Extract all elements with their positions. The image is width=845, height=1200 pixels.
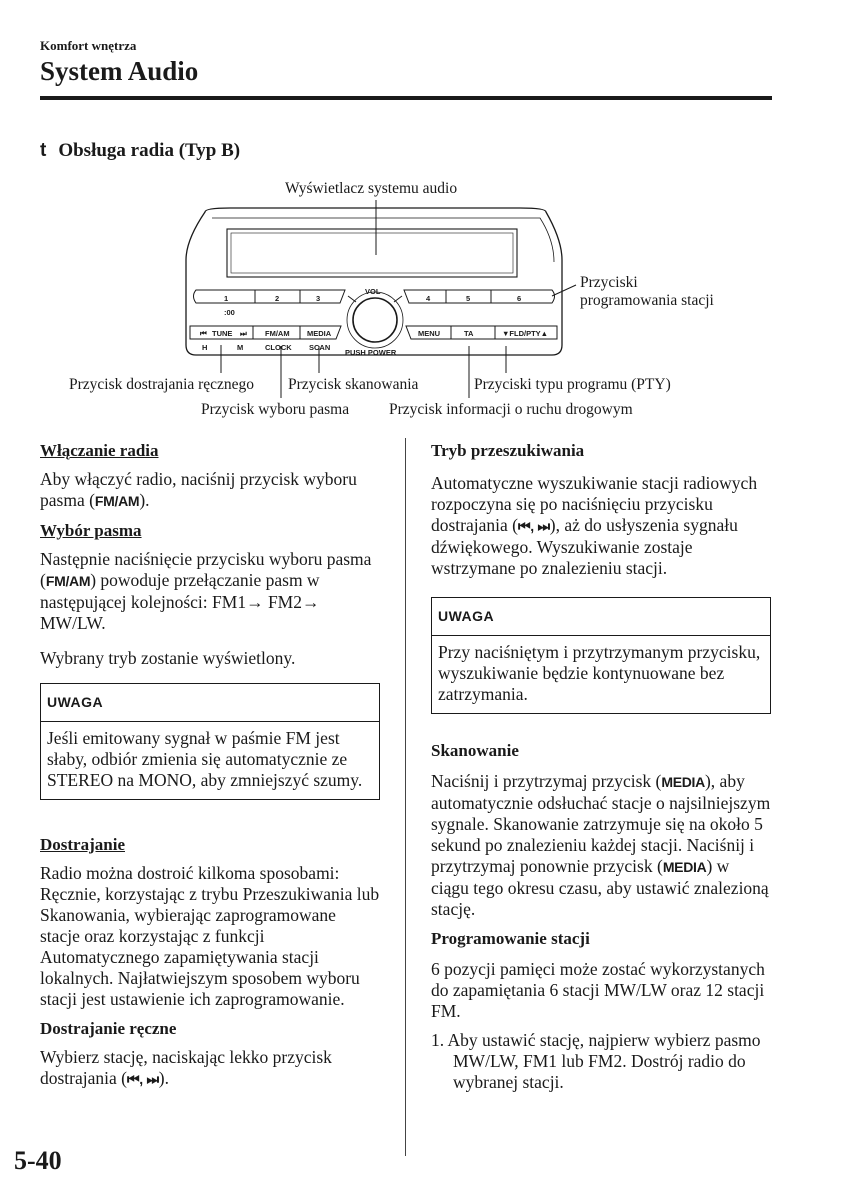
menu-label: MENU (418, 329, 441, 338)
tuning-button-ref: ⏮, ⏭ (126, 1071, 159, 1087)
note-title: UWAGA (432, 598, 770, 636)
note-body: Jeśli emitowany sygnał w paśmie FM jest słaby, odbiór zmienia się automatycznie ze STEREO na MONO, aby zmniejszyć szumy. (47, 728, 363, 790)
media-button-ref: MEDIA (661, 774, 705, 790)
media-label: MEDIA (307, 329, 332, 338)
left-column (40, 440, 380, 1104)
m-label: M (237, 343, 244, 352)
preset-1-label: 1 (224, 294, 229, 303)
heading-tuning: Dostrajanie (40, 835, 125, 854)
bullet-marker: t (40, 140, 47, 161)
heading-band-select: Wybór pasma (40, 521, 142, 540)
caption-display: Wyświetlacz systemu audio (285, 180, 458, 197)
h-label: H (202, 343, 208, 352)
page-number: 5-40 (14, 1146, 62, 1175)
preset-3-label: 3 (316, 294, 321, 303)
scan-label: SCAN (309, 343, 331, 352)
fld-pty-label: ▼FLD/PTY▲ (502, 329, 549, 338)
heading-seek-mode: Tryb przeszukiwania (431, 441, 585, 460)
caption-pty: Przyciski typu programu (PTY) (474, 376, 671, 393)
page-title: System Audio (40, 56, 199, 86)
paragraph-manual-tuning: Wybierz stację, naciskając lekko przycisk dostrajania (⏮, ⏭). (40, 1047, 332, 1088)
preset-2-label: 2 (275, 294, 280, 303)
heading-power-on: Włączanie radia (40, 441, 159, 460)
paragraph-station-presets: 6 pozycji pamięci może zostać wykorzystanych do zapamiętania 6 stacji MW/LW oraz 12 stacji FM. (431, 959, 765, 1021)
paragraph-band-select: Następnie naciśnięcie przycisku wyboru pasma (FM/AM) powoduje przełączanie pasm w następującej kolejności: FM1→ FM2→ MW/LW. (40, 549, 372, 633)
display-window (227, 229, 517, 277)
tuning-button-ref: ⏮, ⏭ (517, 518, 550, 534)
tune-next-glyph: ⏭ (240, 329, 247, 338)
note-box-fm (40, 683, 380, 800)
heading-manual-tuning: Dostrajanie ręczne (40, 1019, 177, 1038)
preset-1-sub-label: :00 (224, 308, 235, 317)
list-item: 1. Aby ustawić stację, najpierw wybierz pasmo MW/LW, FM1 lub FM2. Dostrój radio do wybranej stacji. (431, 1030, 761, 1092)
tune-prev-glyph: ⏮ (200, 329, 207, 338)
preset-5-label: 5 (466, 294, 471, 303)
section-label: Komfort wnętrza (40, 38, 137, 53)
right-column (431, 440, 771, 1093)
subsection-heading-text: Obsługa radia (Typ B) (58, 140, 241, 161)
fmam-label: FM/AM (265, 329, 290, 338)
push-power-label: PUSH POWER (345, 348, 397, 357)
preset-6-label: 6 (517, 294, 522, 303)
note-body: Przy naciśniętym i przytrzymanym przycisku, wyszukiwanie będzie kontynuowane bez zatrzymania. (438, 642, 761, 704)
vol-label: VOL (365, 287, 381, 296)
preset-steps-list (431, 1030, 771, 1093)
paragraph-tuning: Radio można dostroić kilkoma sposobami: Ręcznie, korzystając z trybu Przeszukiwania lub Skanowania, wybierając zaprogramowane stacje oraz korzystając z funkcji Automatycznego zapamiętywania stacji lokalnych. Najłatwiejszym sposobem wyboru stacji jest ustawienie ich zaprogramowanie. (40, 863, 380, 1009)
caption-traffic: Przycisk informacji o ruchu drogowym (389, 401, 633, 418)
caption-presets-line2: programowania stacji (580, 292, 714, 309)
paragraph-scan: Naciśnij i przytrzymaj przycisk (MEDIA), aby automatycznie odsłuchać stacje o najsilniejszym sygnale. Skanowanie zatrzymuje się na około 5 sekund po znalezieniu każdej stacji. Naciśnij i przytrzymaj ponownie przycisk (MEDIA) w ciągu tego okresu czasu, aby ustawić znalezioną stację. (431, 771, 771, 919)
ta-label: TA (464, 329, 474, 338)
clock-label: CLOCK (265, 343, 292, 352)
preset-bar-left (194, 290, 346, 303)
fmam-button-ref: FM/AM (94, 493, 140, 509)
caption-presets-line1: Przyciski (580, 274, 638, 291)
heading-scan: Skanowanie (431, 741, 519, 760)
note-box-seek (431, 597, 771, 714)
paragraph-seek-mode: Automatyczne wyszukiwanie stacji radiowych rozpoczyna się po naciśnięciu przycisku dostrajania (⏮, ⏭), aż do usłyszenia sygnału dźwiękowego. Wyszukiwanie zostaje wstrzymane po znalezieniu stacji. (431, 473, 758, 578)
heading-station-presets: Programowanie stacji (431, 929, 590, 948)
media-button-ref: MEDIA (662, 859, 707, 875)
caption-manual-tuning: Przycisk dostrajania ręcznego (69, 376, 255, 393)
note-title: UWAGA (41, 684, 379, 722)
paragraph-power-on: Aby włączyć radio, naciśnij przycisk wyboru pasma (FM/AM). (40, 469, 357, 510)
preset-4-label: 4 (426, 294, 431, 303)
fmam-button-ref: FM/AM (45, 573, 91, 589)
caption-band: Przycisk wyboru pasma (201, 401, 350, 418)
radio-unit-diagram (0, 0, 845, 430)
volume-knob (353, 298, 397, 342)
caption-scan: Przycisk skanowania (288, 376, 419, 393)
tune-label: TUNE (212, 329, 233, 338)
paragraph-mode-display: Wybrany tryb zostanie wyświetlony. (40, 648, 296, 668)
column-divider (405, 438, 406, 1156)
